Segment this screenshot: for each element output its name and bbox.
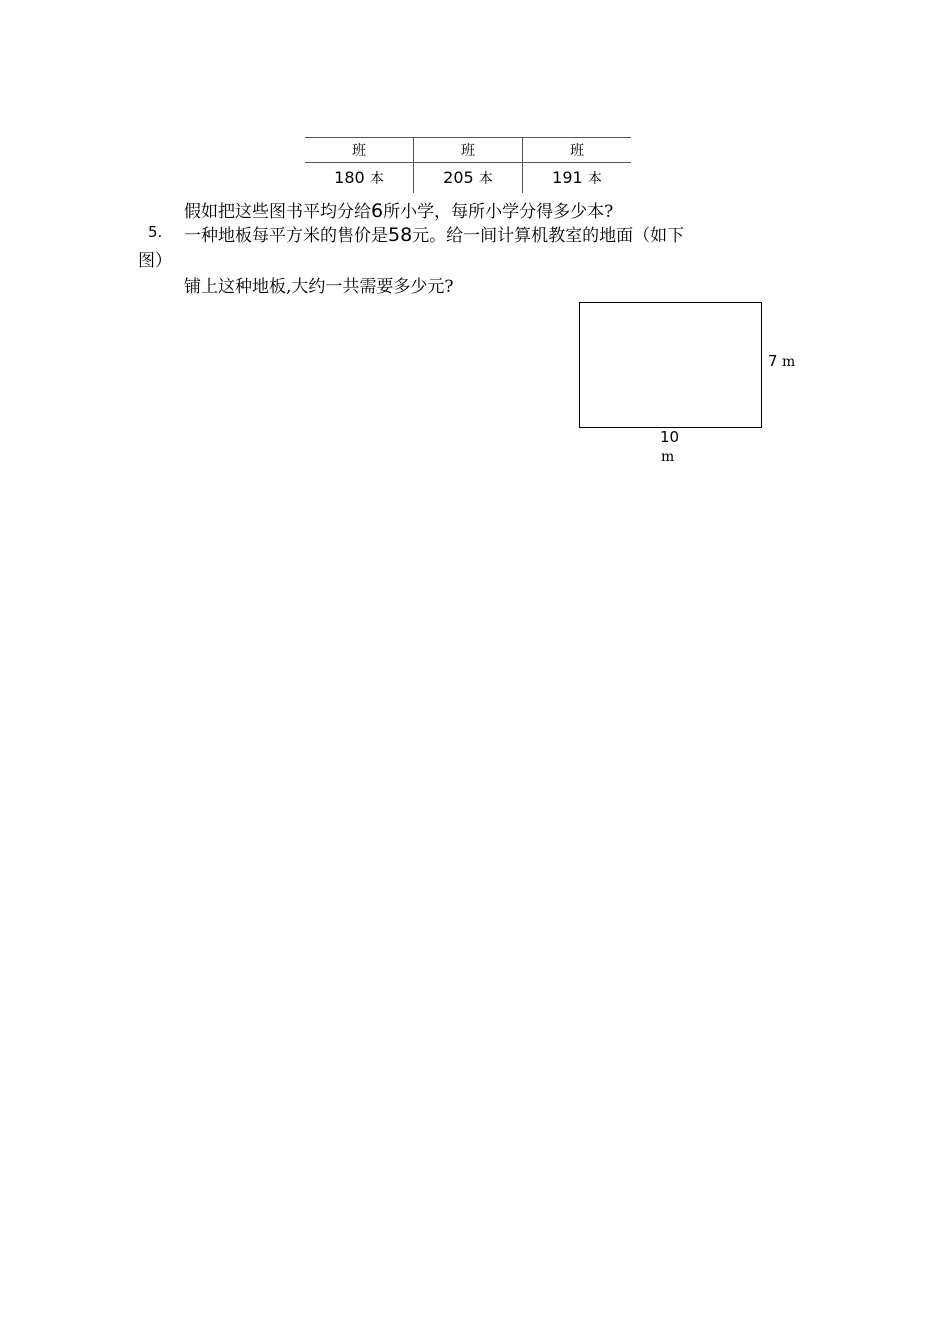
table-header-cell: 班	[305, 138, 414, 163]
cell-number: 180	[334, 168, 365, 187]
height-label	[768, 352, 795, 370]
table-header-cell: 班	[414, 138, 523, 163]
cell-unit: 本	[369, 171, 384, 187]
cell-unit: 本	[478, 171, 493, 187]
height-unit: m	[782, 354, 796, 370]
table-header-row	[305, 138, 631, 163]
table-cell	[523, 163, 632, 194]
height-value: 7	[768, 352, 778, 370]
question-5-wrap	[138, 246, 172, 271]
table-row	[305, 163, 631, 194]
question-4-text	[184, 197, 613, 222]
question-5-line1	[184, 221, 684, 246]
q4-text-post: 所小学，每所小学分得多少本?	[383, 202, 614, 222]
width-unit: m	[661, 449, 675, 465]
table-cell	[305, 163, 414, 194]
cell-unit: 本	[587, 171, 602, 187]
q4-number: 6	[371, 200, 384, 222]
q5-text-post: 元。给一间计算机教室的地面（如下	[412, 226, 685, 246]
classroom-rectangle	[579, 302, 762, 428]
question-5-number	[148, 222, 162, 242]
table-cell	[414, 163, 523, 194]
q5-text-line2: 铺上这种地板,大约一共需要多少元?	[184, 277, 454, 297]
width-value: 10	[660, 428, 680, 446]
q5-text-wrap: 图）	[138, 251, 172, 271]
table-header-cell: 班	[523, 138, 632, 163]
cell-number: 205	[443, 168, 474, 187]
q4-text-pre: 假如把这些图书平均分给	[184, 202, 371, 222]
question-5-line2	[184, 272, 454, 297]
q5-text-pre: 一种地板每平方米的售价是	[184, 226, 388, 246]
q5-number-label: 5.	[148, 223, 163, 241]
q5-price: 58	[388, 224, 413, 246]
books-table	[305, 137, 631, 193]
cell-number: 191	[552, 168, 583, 187]
